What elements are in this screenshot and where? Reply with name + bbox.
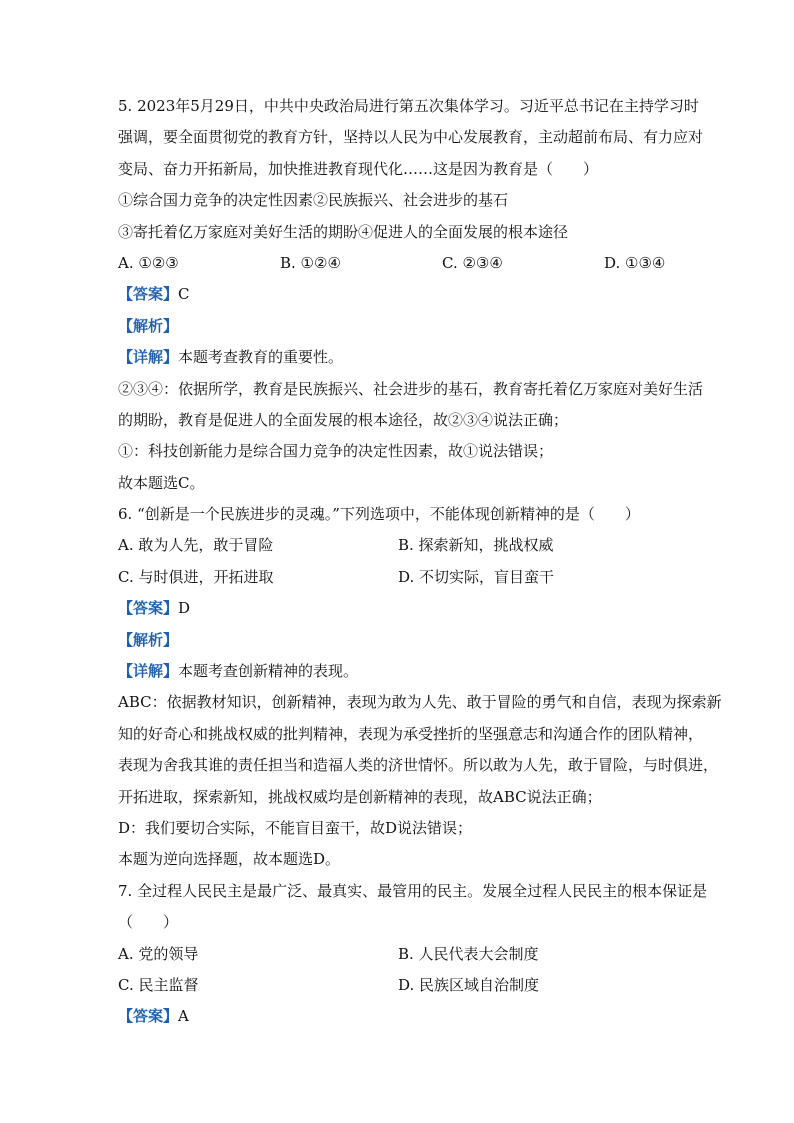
answer-label: 【答案】 [118, 1007, 179, 1026]
options-row [118, 944, 678, 975]
explanation-line: 知的好奇心和挑战权威的批判精神，表现为承受挫折的坚强意志和沟通合作的团队精神， [118, 724, 704, 743]
option-b: B. ①②④ [280, 253, 341, 272]
analysis-line [118, 316, 678, 347]
question-text-line: ③寄托着亿万家庭对美好生活的期盼④促进人的全面发展的根本途径 [118, 222, 569, 241]
option-a: A. 党的领导 [118, 944, 199, 963]
options-row [118, 975, 678, 1006]
answer-line [118, 284, 678, 315]
option-b: B. 探索新知，挑战权威 [398, 536, 554, 555]
analysis-line [118, 630, 678, 661]
analysis-label: 【解析】 [118, 630, 179, 649]
option-a: A. ①②③ [118, 253, 179, 272]
options-row [118, 535, 678, 566]
explanation-line: ABC：依据教材知识，创新精神，表现为敢为人先、敢于冒险的勇气和自信，表现为探索新 [118, 693, 722, 712]
question-text-line: 5. 2023年5月29日，中共中央政治局进行第五次集体学习。习近平总书记在主持学习时 [118, 97, 699, 115]
answer-value: D [178, 599, 191, 618]
option-b: B. 人民代表大会制度 [398, 944, 539, 963]
answer-line [118, 598, 678, 629]
question-text-line: 强调，要全面贯彻党的教育方针，坚持以人民为中心发展教育，主动超前布局、有力应对 [118, 128, 704, 147]
question-6 [118, 504, 722, 881]
detail-text: 本题考查教育的重要性。 [178, 348, 344, 367]
detail-line [118, 661, 678, 692]
question-text-line: ①综合国力竞争的决定性因素②民族振兴、社会进步的基石 [118, 191, 509, 210]
explanation-line: ①：科技创新能力是综合国力竞争的决定性因素，故①说法错误； [118, 442, 554, 461]
explanation-line: 本题为逆向选择题，故本题选D。 [118, 850, 341, 869]
explanation-line: 表现为舍我其谁的责任担当和造福人类的济世情怀。所以敢为人先，敢于冒险，与时俱进， [118, 756, 719, 775]
option-c: C. ②③④ [442, 253, 503, 272]
option-d: D. 民族区域自治制度 [398, 975, 540, 994]
question-7 [118, 881, 708, 1038]
option-d: D. 不切实际，盲目蛮干 [398, 567, 555, 586]
options-row [118, 253, 678, 284]
answer-value: C [178, 285, 190, 304]
explanation-line: ②③④：依据所学，教育是民族振兴、社会进步的基石，教育寄托着亿万家庭对美好生活 [118, 379, 704, 398]
explanation-line: 故本题选C。 [118, 473, 205, 492]
answer-label: 【答案】 [118, 599, 179, 618]
option-d: D. ①③④ [604, 253, 666, 272]
detail-label: 【详解】 [118, 348, 179, 367]
explanation-line: 开拓进取，探索新知，挑战权威均是创新精神的表现，故ABC说法正确； [118, 787, 602, 806]
options-row [118, 567, 678, 598]
explanation-line: D：我们要切合实际，不能盲目蛮干，故D说法错误； [118, 818, 473, 837]
option-c: C. 与时俱进，开拓进取 [118, 567, 274, 586]
answer-value: A [178, 1007, 189, 1026]
answer-label: 【答案】 [118, 285, 179, 304]
option-a: A. 敢为人先，敢于冒险 [118, 536, 274, 555]
answer-line [118, 1006, 678, 1037]
analysis-label: 【解析】 [118, 316, 179, 335]
detail-text: 本题考查创新精神的表现。 [178, 662, 359, 681]
question-text-line: （ ） [118, 913, 179, 932]
detail-line [118, 347, 678, 378]
explanation-line: 的期盼，教育是促进人的全面发展的根本途径，故②③④说法正确； [118, 410, 569, 429]
question-text-line: 变局、奋力开拓新局，加快推进教育现代化……这是因为教育是（ ） [118, 159, 599, 178]
option-c: C. 民主监督 [118, 975, 199, 994]
question-text-line: 7. 全过程人民民主是最广泛、最真实、最管用的民主。发展全过程人民民主的根本保证是 [118, 881, 708, 900]
document-page [118, 96, 722, 1038]
question-text-line: 6. “创新是一个民族进步的灵魂。”下列选项中，不能体现创新精神的是（ ） [118, 505, 640, 524]
detail-label: 【详解】 [118, 662, 179, 681]
question-5 [118, 96, 704, 504]
